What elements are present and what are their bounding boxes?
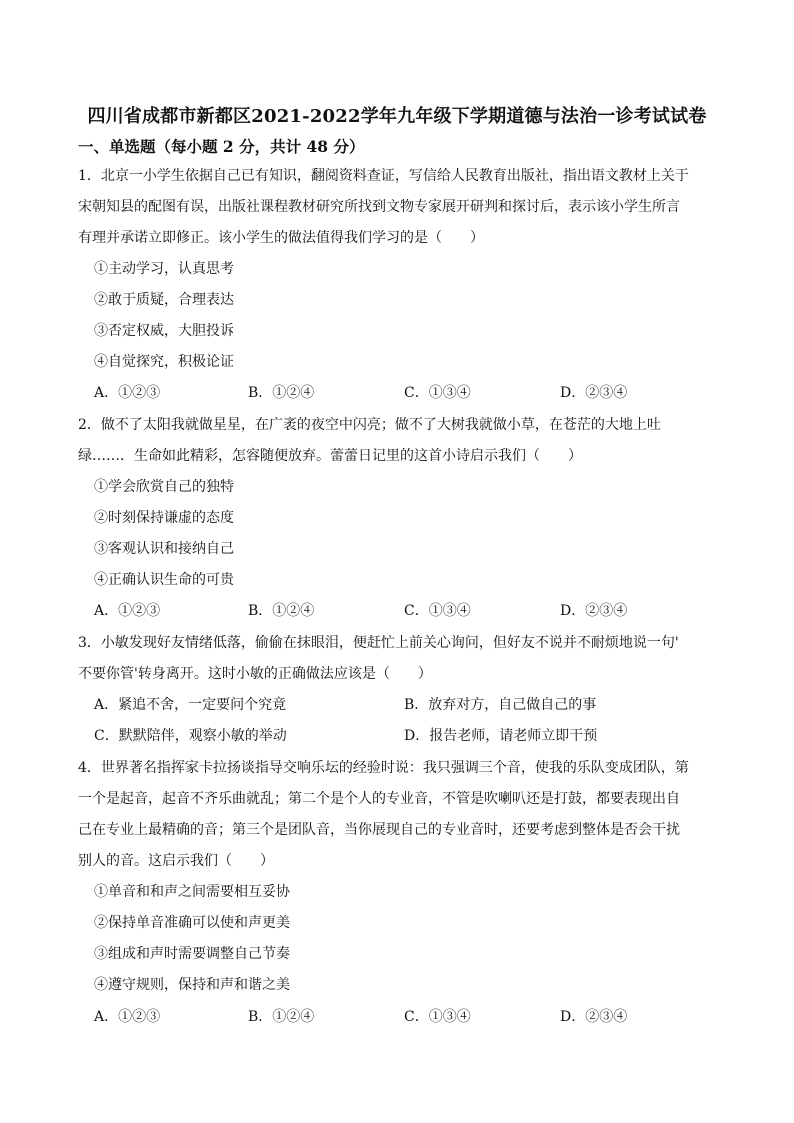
question-2-choice-a[interactable]: A．①②③ <box>94 603 161 619</box>
question-1-line-2: 宋朝知县的配图有误，出版社课程教材研究所找到文物专家展开研判和探讨后，表示该小学生所言 <box>78 199 680 215</box>
question-4-choice-a[interactable]: A．①②③ <box>94 1009 161 1025</box>
question-1-line-1: 1．北京一小学生依据自己已有知识，翻阅资料查证，写信给人民教育出版社，指出语文教材上关于 <box>78 168 689 184</box>
question-1-item-1: ①主动学习，认真思考 <box>94 261 234 277</box>
question-1-choice-d[interactable]: D．②③④ <box>560 385 628 401</box>
question-3-line-2: 不要你管'转身离开。这时小敏的正确做法应该是（ ） <box>78 666 432 682</box>
question-4-line-4: 别人的音。这启示我们（ ） <box>78 853 274 869</box>
question-1-choice-c[interactable]: C．①③④ <box>404 385 471 401</box>
question-2-choice-b[interactable]: B．①②④ <box>248 603 315 619</box>
question-1-item-4: ④自觉探究，积极论证 <box>94 354 234 370</box>
question-2-item-3: ③客观认识和接纳自己 <box>94 541 234 557</box>
question-4-item-3: ③组成和声时需要调整自己节奏 <box>94 946 290 962</box>
question-2-choice-d[interactable]: D．②③④ <box>560 603 628 619</box>
question-1-line-3: 有理并承诺立即修正。该小学生的做法值得我们学习的是（ ） <box>78 230 484 246</box>
question-4-line-1: 4．世界著名指挥家卡拉扬谈指导交响乐坛的经验时说：我只强调三个音，使我的乐队变成团队，第 <box>78 760 689 776</box>
question-3-line-1: 3．小敏发现好友情绪低落，偷偷在抹眼泪，便赶忙上前关心询问，但好友不说并不耐烦地说一句' <box>78 635 679 651</box>
question-2-line-2: 绿……．生命如此精彩，怎容随便放弃。蕾蕾日记里的这首小诗启示我们（ ） <box>78 448 582 464</box>
question-4-choice-b[interactable]: B．①②④ <box>248 1009 315 1025</box>
question-3-choice-d[interactable]: D．报告老师，请老师立即干预 <box>404 728 598 744</box>
question-4-line-2: 一个是起音，起音不齐乐曲就乱；第二个是个人的专业音，不管是吹喇叭还是打鼓，都要表现出自 <box>78 791 680 807</box>
question-4-item-2: ②保持单音准确可以使和声更美 <box>94 915 290 931</box>
document-title: 四川省成都市新都区2021-2022学年九年级下学期道德与法治一诊考试试卷 <box>87 106 707 127</box>
question-4-item-1: ①单音和和声之间需要相互妥协 <box>94 884 290 900</box>
question-3-choice-a[interactable]: A．紧追不舍，一定要问个究竟 <box>94 697 287 713</box>
question-2-line-1: 2．做不了太阳我就做星星，在广袤的夜空中闪亮；做不了大树我就做小草，在苍茫的大地上吐 <box>78 417 661 433</box>
question-4-choice-c[interactable]: C．①③④ <box>404 1009 471 1025</box>
question-2-item-1: ①学会欣赏自己的独特 <box>94 479 234 495</box>
question-3-choice-b[interactable]: B．放弃对方，自己做自己的事 <box>404 697 597 713</box>
question-1-item-3: ③否定权威，大胆投诉 <box>94 323 234 339</box>
question-2-item-2: ②时刻保持谦虚的态度 <box>94 510 234 526</box>
section-heading: 一、单选题（每小题 2 分，共计 48 分） <box>78 137 365 156</box>
question-2-choice-c[interactable]: C．①③④ <box>404 603 471 619</box>
question-4-line-3: 己在专业上最精确的音；第三个是团队音，当你展现自己的专业音时，还要考虑到整体是否会干扰 <box>78 822 680 838</box>
question-4-item-4: ④遵守规则，保持和声和谐之美 <box>94 977 290 993</box>
question-3-choice-c[interactable]: C．默默陪伴，观察小敏的举动 <box>94 728 287 744</box>
question-1-choice-b[interactable]: B．①②④ <box>248 385 315 401</box>
question-1-choice-a[interactable]: A．①②③ <box>94 385 161 401</box>
question-2-item-4: ④正确认识生命的可贵 <box>94 572 234 588</box>
question-4-choice-d[interactable]: D．②③④ <box>560 1009 628 1025</box>
question-1-item-2: ②敢于质疑，合理表达 <box>94 292 234 308</box>
